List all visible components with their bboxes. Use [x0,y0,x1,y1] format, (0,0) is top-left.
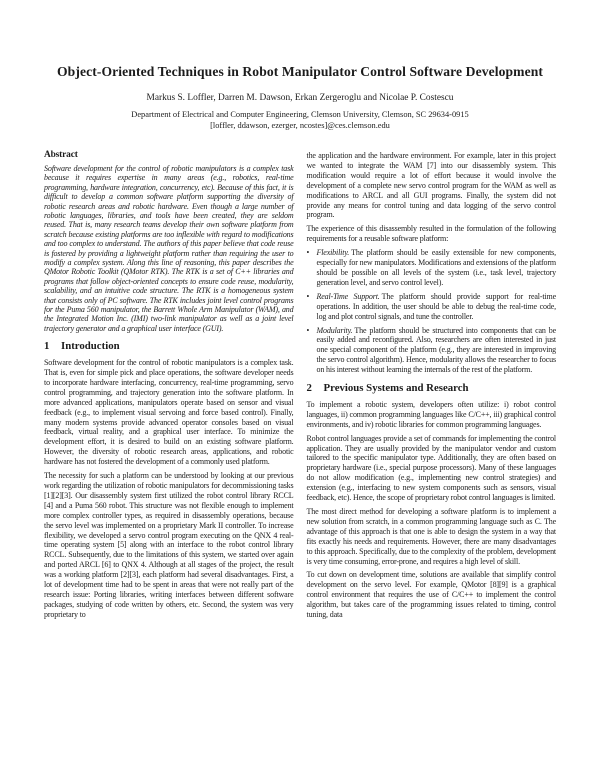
list-item [307,292,557,322]
two-column-body [44,151,556,624]
section-1-heading [44,342,294,352]
section-1-title: Introduction [61,340,120,353]
paragraph: the application and the hardware environment. For example, later in this project we wanted to integrate the WAM [7] into our disassembly system. This modification would require a lot of effort because it would involve the development of a complete new servo control program for the WAM as well as modifications to ARCL and all GUI programs. Finally, the system did not provide any means for control tuning and data logging of the servo control program. [306,151,556,220]
right-column [307,151,557,624]
bullet-body-text: The platform should provide support for real-time operations. In addition, the user should be able to debug the real-time code, log and plot control signals, and tune the controller. [316,291,557,321]
paragraph: To cut down on development time, solutions are available that simplify control development on the servo level. For example, QMotor [8][9] is a graphical control environment that requires the use of C/C++ to implement the control algorithm, but takes care of the programming issues related to timing, control tuning, data [306,570,556,620]
paragraph: Robot control languages provide a set of commands for implementing the control application. They are usually provided by the manipulator vendor and custom tailored to the specific manipulator type. Additionally, they are often based on proprietary hardware (i.e., special purpose processors). Many of these languages do not allow modification (e.g., implementing new control strategies) and extension (e.g., interfacing to new system components such as sensors, visual feedback, etc). Hence, the scope of proprietary robot control languages is limited. [306,433,556,503]
section-2-heading [307,384,557,394]
section-2-number: 2 [306,382,312,395]
bullet-text [317,248,557,288]
left-column [44,151,294,624]
bullet-lead: Modularity. [316,325,353,335]
list-item [307,248,557,288]
bullet-text [317,326,557,376]
abstract-heading: Abstract [44,150,78,160]
bullet-lead: Flexibility. [316,248,350,258]
bullet-icon: • [306,291,310,301]
section-2-title: Previous Systems and Research [323,382,469,395]
bullet-body-text: The platform should be structured into components that can be easily added and reconfigured. Also, researchers are often interested in just one special component of the platform (e.g., they are interested in improving the servo control algorithm). Hence, modularity allows the researcher to focus on his interest without learning the internals of the rest of the platform. [316,325,556,375]
bullet-body-text: The platform should be easily extensible for new components, especially for new manipulators. Modifications and extensions of the platform should be possible on all levels of the system (i.e., task level, trajectory generation level, and servo control level). [316,248,556,287]
paragraph: The most direct method for developing a software platform is to implement a new solution from scratch, in a common programming language such as C. The advantage of this approach is that one is able to design the system in a way that fits exactly his needs and requirements. However, there are many disadvantages to this approach. Specifically, due to the complexity of the problem, development is very time consuming, error-prone, and requires a high level of skill. [306,507,556,566]
paragraph: To implement a robotic system, developers often utilize: i) robot control languages, ii) common programming languages like C/C++, iii) graphical control environments, and iv) robotic libraries for common programming languages. [306,399,556,429]
bullet-icon: • [306,325,310,335]
section-1-number: 1 [44,340,50,353]
paper-title: Object-Oriented Techniques in Robot Manipulator Control Software Development [56,64,544,79]
bullet-icon: • [306,248,310,258]
paragraph: The experience of this disassembly resulted in the formulation of the following requirements for a reusable software platform: [306,224,556,244]
paragraph: Software development for the control of robotic manipulators is a complex task. That is, even for simple pick and place operations, the software developer needs to incorporate hardware interfacing, concurrency, real-time programming, servo control programming, and trajectory generation into the software platform. In more advanced applications, manipulators operate based on sensor and visual feedback (e.g., to implement visual servoing and force based control). Finally, many modern systems provide advanced operator consoles based on visual feedback, virtual reality, and a graphical user interface. To minimize the development effort, it is desired to build on an existing software platform. However, the diversity of robotic research areas, applications, and robotic hardware has not fostered the development of a commonly used platform. [44,358,294,467]
abstract-body: Software development for the control of robotic manipulators is a complex task because it requires expertise in many areas (e.g., robotics, real-time programming, hardware integration, concurrency, etc). Because of this fact, it is difficult to develop a common software platform supporting the diversity of robotic research areas and robotic hardware. Even though a large number of robotic languages, libraries, and tools have been created, they are seldom reused. That is, many research teams develop their own software platform from scratch because existing platforms are too inflexible with regard to modifications and too complex to understand. The authors of this paper believe that code reuse is fostered by providing a lightweight platform rather than requiring the user to modify a complex system. Along this line of reasoning, this paper describes the QMotor Robotic Toolkit (QMotor RTK). The RTK is a set of C++ libraries and programs that follow object-oriented concepts to ensure code reuse, modularity, scalability, and an intuitive code structure. The RTK is a homogeneous system that consists only of PC software. The RTK includes joint level control programs for the Puma 560 manipulator, the Barrett Whole Arm Manipulator (WAM), and the Integrated Motion Inc. (IMI) two-link manipulator as well as a joint level trajectory generator and a graphical user interface (GUI). [44,163,294,333]
bullet-lead: Real-Time Support. [316,291,380,301]
bullet-text [317,292,557,322]
paragraph: The necessity for such a platform can be understood by looking at our previous work regarding the utilization of robotic manipulators for decommissioning tasks [1][2][3]. Our disassembly system first utilized the robot control library RCCL [4] and a Puma 560 robot. This structure was not flexible enough to implement more complex controller types, as required in disassembly operations, because the servo level was implemented on a proprietary Mark II controller. To increase flexibility, we developed a servo control program executing on the QNX 4 real-time operating system [5] along with an interface to the robot control library RCCL. Subsequently, due to the limitations of this system, we started over again and ported ARCL [6] to QNX 4. Although at all stages of the project, the result was a working platform [2][3], each platform had several disadvantages. First, a lot of development time had to be spent in areas that were not really part of the research issue: Porting libraries, writing interfaces between different software packages, studying of code written by others, etc. Second, the system was very proprietary to [44,471,294,619]
affiliation-line: Department of Electrical and Computer Engineering, Clemson University, Clemson, SC 29634-0915 [131,110,469,119]
list-item [307,326,557,376]
authors-line: Markus S. Loffler, Darren M. Dawson, Erkan Zergeroglu and Nicolae P. Costescu [146,93,454,103]
email-line: [loffler, ddawson, ezerger, ncostes]@ces.clemson.edu [210,121,390,130]
